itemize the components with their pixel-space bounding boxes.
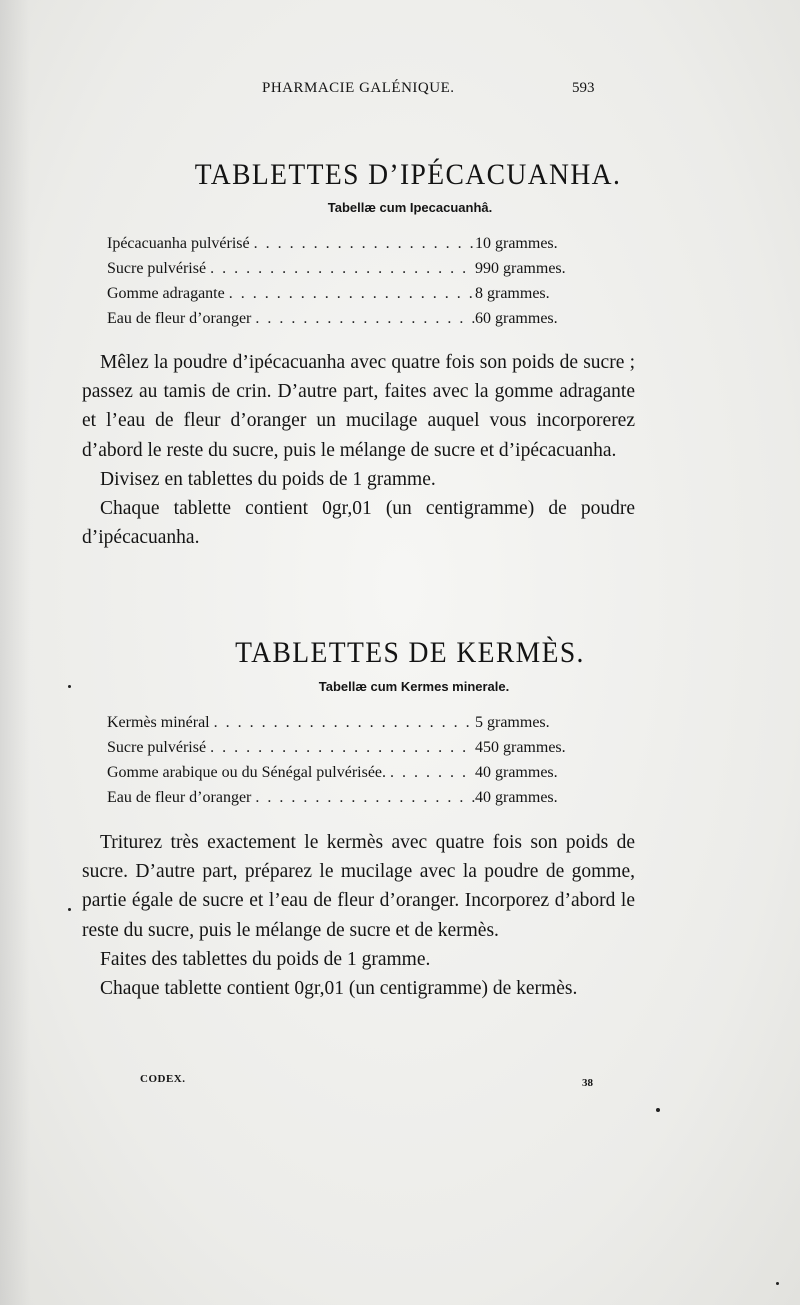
ink-speck [68, 685, 71, 688]
ingredient-list-ipecacuanha [107, 235, 600, 335]
paragraph: Faites des tablettes du poids de 1 gramme. [100, 948, 431, 970]
ingredient-row [107, 764, 600, 789]
ink-speck [656, 1108, 660, 1112]
ingredient-name: Eau de fleur d’oranger [107, 310, 252, 327]
ingredient-row [107, 714, 600, 739]
ink-speck [776, 1282, 779, 1285]
section-subtitle-ipecacuanha: Tabellæ cum Ipecacuanhâ. [327, 200, 493, 215]
ingredient-row [107, 739, 600, 764]
ingredient-list-kermes [107, 714, 600, 814]
ingredient-name: Gomme adragante [107, 285, 225, 302]
ingredient-quantity: 40 grammes. [475, 764, 558, 781]
page-number: 593 [572, 80, 595, 96]
paragraph: Divisez en tablettes du poids de 1 gramme. [100, 468, 436, 490]
instructions-kermes [82, 828, 635, 1003]
leader-dots [225, 285, 475, 303]
leader-dots [206, 260, 475, 278]
instructions-ipecacuanha [82, 348, 635, 552]
running-head: PHARMACIE GALÉNIQUE. [262, 80, 455, 96]
leader-dots [206, 739, 475, 757]
ingredient-row [107, 310, 600, 335]
leader-dots [251, 310, 475, 328]
ink-speck [68, 908, 71, 911]
section-subtitle-kermes: Tabellæ cum Kermes minerale. [318, 679, 510, 694]
paragraph: Triturez très exactement le kermès avec quatre fois son poids de sucre. D’autre part, préparez le mucilage avec la poudre de gomme, partie égale de sucre et l’eau de fleur d’oranger. Incorporez d’abord le reste du sucre, puis le mélange de sucre et de kermès. [82, 832, 635, 941]
ingredient-quantity: 5 grammes. [475, 714, 550, 731]
ingredient-quantity: 8 grammes. [475, 285, 550, 302]
ingredient-quantity: 990 grammes. [475, 260, 566, 277]
paragraph: Chaque tablette contient 0gr,01 (un centigramme) de poudre d’ipécacuanha. [82, 498, 635, 549]
ingredient-row [107, 789, 600, 814]
ingredient-row [107, 260, 600, 285]
ingredient-name: Kermès minéral [107, 714, 210, 731]
ingredient-name: Eau de fleur d’oranger [107, 789, 252, 806]
leader-dots [386, 764, 475, 782]
paragraph: Mêlez la poudre d’ipécacuanha avec quatre fois son poids de sucre ; passez au tamis de crin. D’autre part, faites avec la gomme adragante et l’eau de fleur d’oranger un mucilage auquel vous incorporerez d’abord le reste du sucre, puis le mélange de sucre et d’ipécacuanha. [82, 352, 635, 461]
ingredient-row [107, 285, 600, 310]
ingredient-quantity: 450 grammes. [475, 739, 566, 756]
ingredient-name: Gomme arabique ou du Sénégal pulvérisée. [107, 764, 387, 781]
paragraph: Chaque tablette contient 0gr,01 (un centigramme) de kermès. [100, 978, 578, 1000]
ingredient-quantity: 60 grammes. [475, 310, 558, 327]
leader-dots [251, 789, 475, 807]
ingredient-name: Sucre pulvérisé [107, 260, 207, 277]
leader-dots [250, 235, 475, 253]
section-title-kermes: TABLETTES DE KERMÈS. [235, 636, 585, 669]
ingredient-quantity: 10 grammes. [475, 235, 558, 252]
leader-dots [210, 714, 475, 732]
sheet-number: 38 [582, 1077, 593, 1089]
signature-mark: CODEX. [140, 1073, 186, 1085]
ingredient-name: Sucre pulvérisé [107, 739, 207, 756]
ingredient-name: Ipécacuanha pulvérisé [107, 235, 250, 252]
ingredient-quantity: 40 grammes. [475, 789, 558, 806]
section-title-ipecacuanha: TABLETTES D’IPÉCACUANHA. [194, 158, 622, 191]
ingredient-row [107, 235, 600, 260]
